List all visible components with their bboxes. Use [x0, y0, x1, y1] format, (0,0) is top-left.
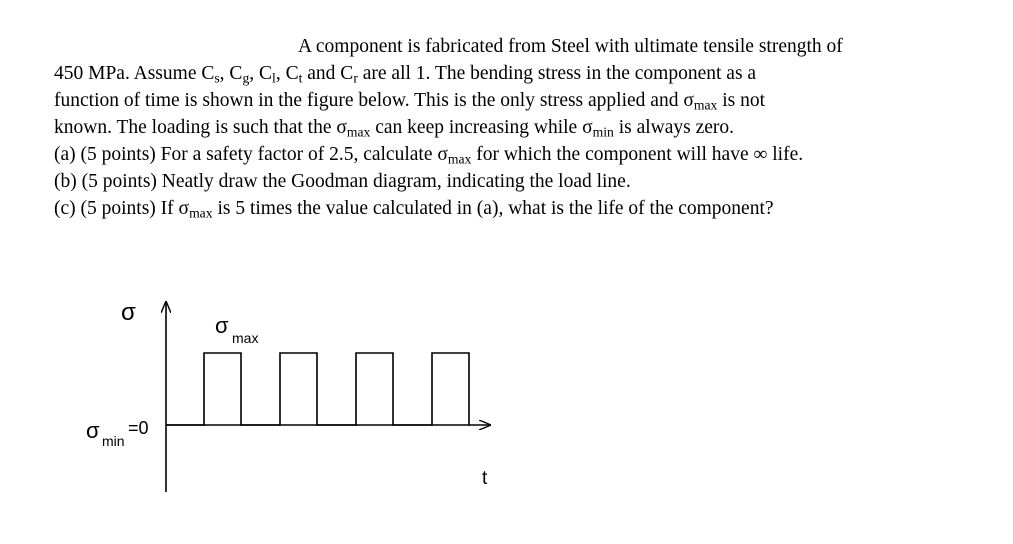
subscript: max: [447, 151, 472, 167]
problem-text: for which the component will have ∞ life.: [471, 144, 804, 165]
problem-text: A component is fabricated from Steel with ultimate tensile strength of: [298, 36, 843, 57]
sigma-max-label: σ: [215, 313, 229, 338]
sigma-min-value: =0: [128, 418, 149, 438]
problem-text: (c) (5 points) If σ: [54, 198, 190, 219]
x-axis-label: t: [482, 468, 488, 489]
subscript: max: [693, 97, 718, 113]
subscript: g: [242, 70, 250, 86]
problem-text: , C: [249, 63, 273, 84]
problem-text: is not: [717, 90, 766, 111]
sigma-min-subscript: min: [102, 433, 125, 449]
subscript: max: [189, 205, 213, 221]
problem-text: is always zero.: [613, 117, 735, 138]
problem-text: (b) (5 points) Neatly draw the Goodman diagram, indicating the load line.: [54, 171, 631, 192]
problem-text: and C: [302, 63, 354, 84]
problem-text: function of time is shown in the figure below. This is the only stress applied and σ: [54, 90, 694, 111]
problem-text: (a) (5 points) For a safety factor of 2.5, calculate σ: [54, 144, 448, 165]
subscript: r: [353, 70, 358, 86]
problem-text: , C: [219, 63, 243, 84]
problem-text: is 5 times the value calculated in (a), what is the life of the component?: [212, 198, 774, 219]
subscript: t: [298, 70, 303, 86]
subscript: s: [214, 70, 220, 86]
subscript: l: [272, 70, 276, 86]
subscript: min: [592, 124, 614, 140]
problem-text: are all 1. The bending stress in the component as a: [357, 63, 757, 84]
problem-text: can keep increasing while σ: [370, 117, 593, 138]
sigma-min-label: σ: [86, 418, 100, 443]
problem-text: 450 MPa. Assume C: [54, 63, 215, 84]
problem-text: known. The loading is such that the σ: [54, 117, 347, 138]
sigma-max-subscript: max: [232, 330, 259, 346]
y-axis-label: σ: [121, 299, 136, 326]
subscript: max: [346, 124, 371, 140]
problem-text: , C: [275, 63, 299, 84]
stress-waveform: [166, 353, 470, 425]
